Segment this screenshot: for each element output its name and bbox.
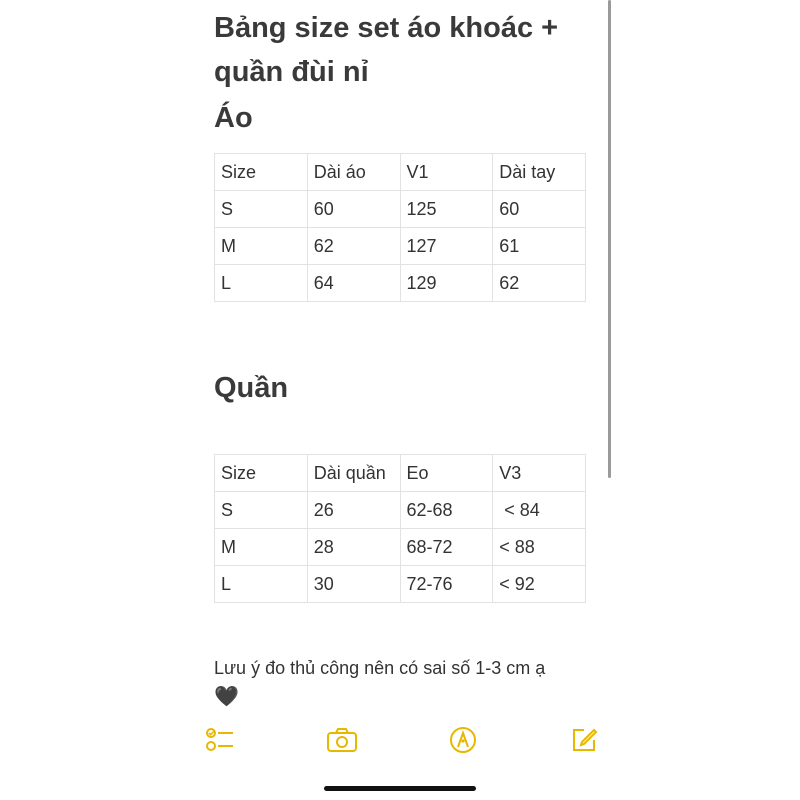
- home-indicator[interactable]: [324, 786, 476, 791]
- table-header-cell: Dài áo: [307, 154, 400, 191]
- table-cell: < 92: [493, 566, 586, 603]
- table-cell: < 88: [493, 529, 586, 566]
- table-header-cell: Eo: [400, 455, 493, 492]
- table-cell: 125: [400, 191, 493, 228]
- table-cell: S: [215, 492, 308, 529]
- table-cell: 30: [307, 566, 400, 603]
- table-header-cell: Size: [215, 455, 308, 492]
- markup-button[interactable]: [447, 724, 479, 756]
- table-cell: L: [215, 566, 308, 603]
- table-cell: 60: [307, 191, 400, 228]
- table-row: [215, 228, 586, 265]
- table-cell: < 84: [493, 492, 586, 529]
- table-cell: 61: [493, 228, 586, 265]
- table-cell: 28: [307, 529, 400, 566]
- table-header-row: [215, 154, 586, 191]
- table-cell: M: [215, 228, 308, 265]
- black-heart-emoji: 🖤: [214, 686, 239, 708]
- table-cell: L: [215, 265, 308, 302]
- table-cell: 62: [493, 265, 586, 302]
- section-heading-ao: Áo: [214, 102, 253, 134]
- table-cell: 127: [400, 228, 493, 265]
- camera-icon: [326, 727, 358, 753]
- size-table-quan: [214, 454, 586, 603]
- checklist-button[interactable]: [204, 724, 236, 756]
- table-cell: S: [215, 191, 308, 228]
- table-cell: 64: [307, 265, 400, 302]
- table-cell: 68-72: [400, 529, 493, 566]
- compose-icon: [570, 726, 598, 754]
- table-cell: 62-68: [400, 492, 493, 529]
- table-row: [215, 566, 586, 603]
- table-row: [215, 529, 586, 566]
- table-header-cell: V1: [400, 154, 493, 191]
- size-table-ao: [214, 153, 586, 302]
- section-heading-quan: Quần: [214, 372, 289, 404]
- table-header-row: [215, 455, 586, 492]
- table-cell: 26: [307, 492, 400, 529]
- vertical-scrollbar[interactable]: [608, 0, 611, 478]
- table-row: [215, 191, 586, 228]
- camera-button[interactable]: [326, 724, 358, 756]
- table-header-cell: Size: [215, 154, 308, 191]
- table-cell: 129: [400, 265, 493, 302]
- bottom-toolbar: [0, 720, 800, 760]
- table-row: [215, 492, 586, 529]
- table-header-cell: Dài tay: [493, 154, 586, 191]
- table-header-cell: Dài quần: [307, 455, 400, 492]
- markup-pen-icon: [449, 726, 477, 754]
- table-cell: 62: [307, 228, 400, 265]
- compose-button[interactable]: [568, 724, 600, 756]
- footnote-text: Lưu ý đo thủ công nên có sai số 1-3 cm ạ: [214, 658, 546, 678]
- table-cell: 72-76: [400, 566, 493, 603]
- note-title: Bảng size set áo khoác + quần đùi nỉ: [214, 12, 559, 88]
- table-row: [215, 265, 586, 302]
- checklist-icon: [205, 726, 235, 754]
- table-cell: M: [215, 529, 308, 566]
- table-header-cell: V3: [493, 455, 586, 492]
- table-cell: 60: [493, 191, 586, 228]
